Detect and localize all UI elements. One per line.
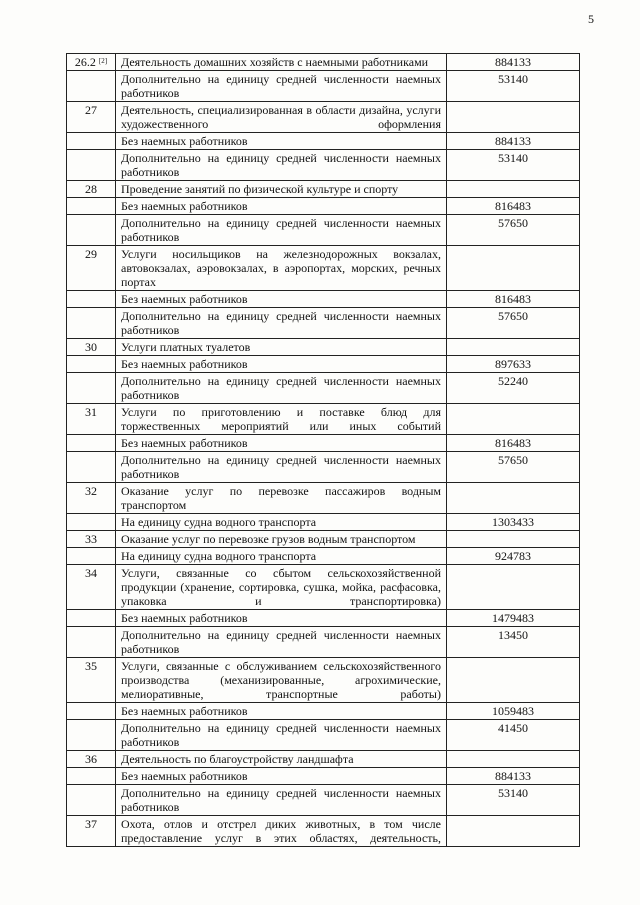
amount-value: 816483 bbox=[447, 291, 580, 308]
activity-description: Дополнительно на единицу средней численности наемных работников bbox=[116, 308, 447, 339]
row-number: 30 bbox=[85, 340, 97, 354]
activity-description: Без наемных работников bbox=[116, 768, 447, 785]
activity-description: Дополнительно на единицу средней численности наемных работников bbox=[116, 373, 447, 404]
row-number-cell bbox=[67, 785, 116, 816]
row-number-cell bbox=[67, 150, 116, 181]
activity-description: Оказание услуг по перевозке пассажиров водным транспортом bbox=[116, 483, 447, 514]
activity-description: Проведение занятий по физической культуре и спорту bbox=[116, 181, 447, 198]
table-row bbox=[67, 339, 580, 356]
row-number: 26.2 bbox=[74, 55, 96, 69]
activity-description: Услуги носильщиков на железнодорожных вокзалах, автовокзалах, аэровокзалах, в аэропортах, морских, речных портах bbox=[116, 246, 447, 291]
amount-value bbox=[447, 816, 580, 847]
row-number-cell bbox=[67, 483, 116, 514]
amount-value: 53140 bbox=[447, 150, 580, 181]
row-number: 37 bbox=[85, 817, 97, 831]
row-number-cell bbox=[67, 291, 116, 308]
amount-value bbox=[447, 751, 580, 768]
table-row bbox=[67, 215, 580, 246]
amount-value: 41450 bbox=[447, 720, 580, 751]
activity-description: На единицу судна водного транспорта bbox=[116, 514, 447, 531]
table-row bbox=[67, 435, 580, 452]
table-row bbox=[67, 246, 580, 291]
row-number-cell bbox=[67, 54, 116, 71]
amount-value: 57650 bbox=[447, 215, 580, 246]
row-number: 31 bbox=[85, 405, 97, 419]
table-row bbox=[67, 356, 580, 373]
table-row bbox=[67, 816, 580, 847]
page-number: 5 bbox=[588, 12, 594, 26]
table-row bbox=[67, 627, 580, 658]
row-number: 33 bbox=[85, 532, 97, 546]
amount-value: 52240 bbox=[447, 373, 580, 404]
activity-description: Деятельность домашних хозяйств с наемными работниками bbox=[116, 54, 447, 71]
activity-description: Без наемных работников bbox=[116, 356, 447, 373]
row-number: 27 bbox=[85, 103, 97, 117]
table-row bbox=[67, 514, 580, 531]
activity-description: Без наемных работников bbox=[116, 291, 447, 308]
amount-value: 924783 bbox=[447, 548, 580, 565]
activity-description: На единицу судна водного транспорта bbox=[116, 548, 447, 565]
row-number-cell bbox=[67, 373, 116, 404]
row-number-cell bbox=[67, 308, 116, 339]
table-row bbox=[67, 768, 580, 785]
amount-value: 57650 bbox=[447, 308, 580, 339]
row-number-cell bbox=[67, 768, 116, 785]
row-number-cell bbox=[67, 452, 116, 483]
row-number-cell bbox=[67, 816, 116, 847]
rates-table-body bbox=[67, 54, 580, 847]
row-number-cell bbox=[67, 627, 116, 658]
table-row bbox=[67, 102, 580, 133]
row-number: 34 bbox=[85, 566, 97, 580]
table-row bbox=[67, 452, 580, 483]
row-number-cell bbox=[67, 181, 116, 198]
amount-value bbox=[447, 339, 580, 356]
table-row bbox=[67, 565, 580, 610]
amount-value: 1479483 bbox=[447, 610, 580, 627]
row-number-cell bbox=[67, 339, 116, 356]
amount-value bbox=[447, 531, 580, 548]
activity-description: Без наемных работников bbox=[116, 435, 447, 452]
amount-value: 884133 bbox=[447, 768, 580, 785]
activity-description: Услуги по приготовлению и поставке блюд для торжественных мероприятий или иных событий bbox=[116, 404, 447, 435]
row-number-cell bbox=[67, 215, 116, 246]
row-number-cell bbox=[67, 531, 116, 548]
activity-description: Дополнительно на единицу средней численности наемных работников bbox=[116, 720, 447, 751]
table-row bbox=[67, 658, 580, 703]
table-row bbox=[67, 531, 580, 548]
table-row bbox=[67, 291, 580, 308]
table-row bbox=[67, 308, 580, 339]
activity-description: Услуги, связанные с обслуживанием сельскохозяйственного производства (механизированные, агрохимические, мелиоративные, транспортные работы) bbox=[116, 658, 447, 703]
row-number-cell bbox=[67, 133, 116, 150]
table-row bbox=[67, 785, 580, 816]
row-number: 32 bbox=[85, 484, 97, 498]
table-row bbox=[67, 54, 580, 71]
rates-table bbox=[66, 53, 580, 847]
amount-value: 884133 bbox=[447, 133, 580, 150]
amount-value: 53140 bbox=[447, 71, 580, 102]
activity-description: Охота, отлов и отстрел диких животных, в том числе предоставление услуг в этих областях, деятельность, bbox=[116, 816, 447, 847]
activity-description: Услуги платных туалетов bbox=[116, 339, 447, 356]
table-row bbox=[67, 751, 580, 768]
table-row bbox=[67, 133, 580, 150]
row-number: 35 bbox=[85, 659, 97, 673]
row-number: 29 bbox=[85, 247, 97, 261]
amount-value bbox=[447, 246, 580, 291]
row-number-cell bbox=[67, 658, 116, 703]
footnote-reference: [2] bbox=[98, 57, 108, 65]
amount-value: 1059483 bbox=[447, 703, 580, 720]
row-number-cell bbox=[67, 514, 116, 531]
table-row bbox=[67, 483, 580, 514]
activity-description: Дополнительно на единицу средней численности наемных работников bbox=[116, 627, 447, 658]
amount-value bbox=[447, 181, 580, 198]
amount-value: 816483 bbox=[447, 435, 580, 452]
row-number-cell bbox=[67, 246, 116, 291]
amount-value: 13450 bbox=[447, 627, 580, 658]
row-number-cell bbox=[67, 404, 116, 435]
table-row bbox=[67, 198, 580, 215]
activity-description: Дополнительно на единицу средней численности наемных работников bbox=[116, 215, 447, 246]
amount-value: 884133 bbox=[447, 54, 580, 71]
row-number: 36 bbox=[85, 752, 97, 766]
row-number-cell bbox=[67, 356, 116, 373]
table-row bbox=[67, 373, 580, 404]
amount-value: 816483 bbox=[447, 198, 580, 215]
activity-description: Деятельность по благоустройству ландшафта bbox=[116, 751, 447, 768]
activity-description: Деятельность, специализированная в области дизайна, услуги художественного оформления bbox=[116, 102, 447, 133]
activity-description: Без наемных работников bbox=[116, 133, 447, 150]
row-number-cell bbox=[67, 720, 116, 751]
row-number-cell bbox=[67, 751, 116, 768]
amount-value bbox=[447, 404, 580, 435]
row-number-cell bbox=[67, 610, 116, 627]
amount-value: 53140 bbox=[447, 785, 580, 816]
row-number-cell bbox=[67, 435, 116, 452]
table-row bbox=[67, 548, 580, 565]
amount-value bbox=[447, 565, 580, 610]
activity-description: Дополнительно на единицу средней численности наемных работников bbox=[116, 452, 447, 483]
table-row bbox=[67, 703, 580, 720]
amount-value bbox=[447, 483, 580, 514]
activity-description: Услуги, связанные со сбытом сельскохозяйственной продукции (хранение, сортировка, сушка, мойка, расфасовка, упаковка и транспортировка) bbox=[116, 565, 447, 610]
activity-description: Дополнительно на единицу средней численности наемных работников bbox=[116, 785, 447, 816]
amount-value: 897633 bbox=[447, 356, 580, 373]
activity-description: Дополнительно на единицу средней численности наемных работников bbox=[116, 150, 447, 181]
row-number-cell bbox=[67, 548, 116, 565]
table-row bbox=[67, 181, 580, 198]
activity-description: Без наемных работников bbox=[116, 610, 447, 627]
table-row bbox=[67, 404, 580, 435]
amount-value: 57650 bbox=[447, 452, 580, 483]
table-row bbox=[67, 720, 580, 751]
row-number-cell bbox=[67, 102, 116, 133]
table-row bbox=[67, 610, 580, 627]
activity-description: Оказание услуг по перевозке грузов водным транспортом bbox=[116, 531, 447, 548]
amount-value bbox=[447, 658, 580, 703]
activity-description: Без наемных работников bbox=[116, 198, 447, 215]
row-number-cell bbox=[67, 198, 116, 215]
amount-value: 1303433 bbox=[447, 514, 580, 531]
table-row bbox=[67, 71, 580, 102]
row-number-cell bbox=[67, 703, 116, 720]
row-number-cell bbox=[67, 71, 116, 102]
row-number-cell bbox=[67, 565, 116, 610]
table-row bbox=[67, 150, 580, 181]
activity-description: Без наемных работников bbox=[116, 703, 447, 720]
activity-description: Дополнительно на единицу средней численности наемных работников bbox=[116, 71, 447, 102]
row-number: 28 bbox=[85, 182, 97, 196]
amount-value bbox=[447, 102, 580, 133]
